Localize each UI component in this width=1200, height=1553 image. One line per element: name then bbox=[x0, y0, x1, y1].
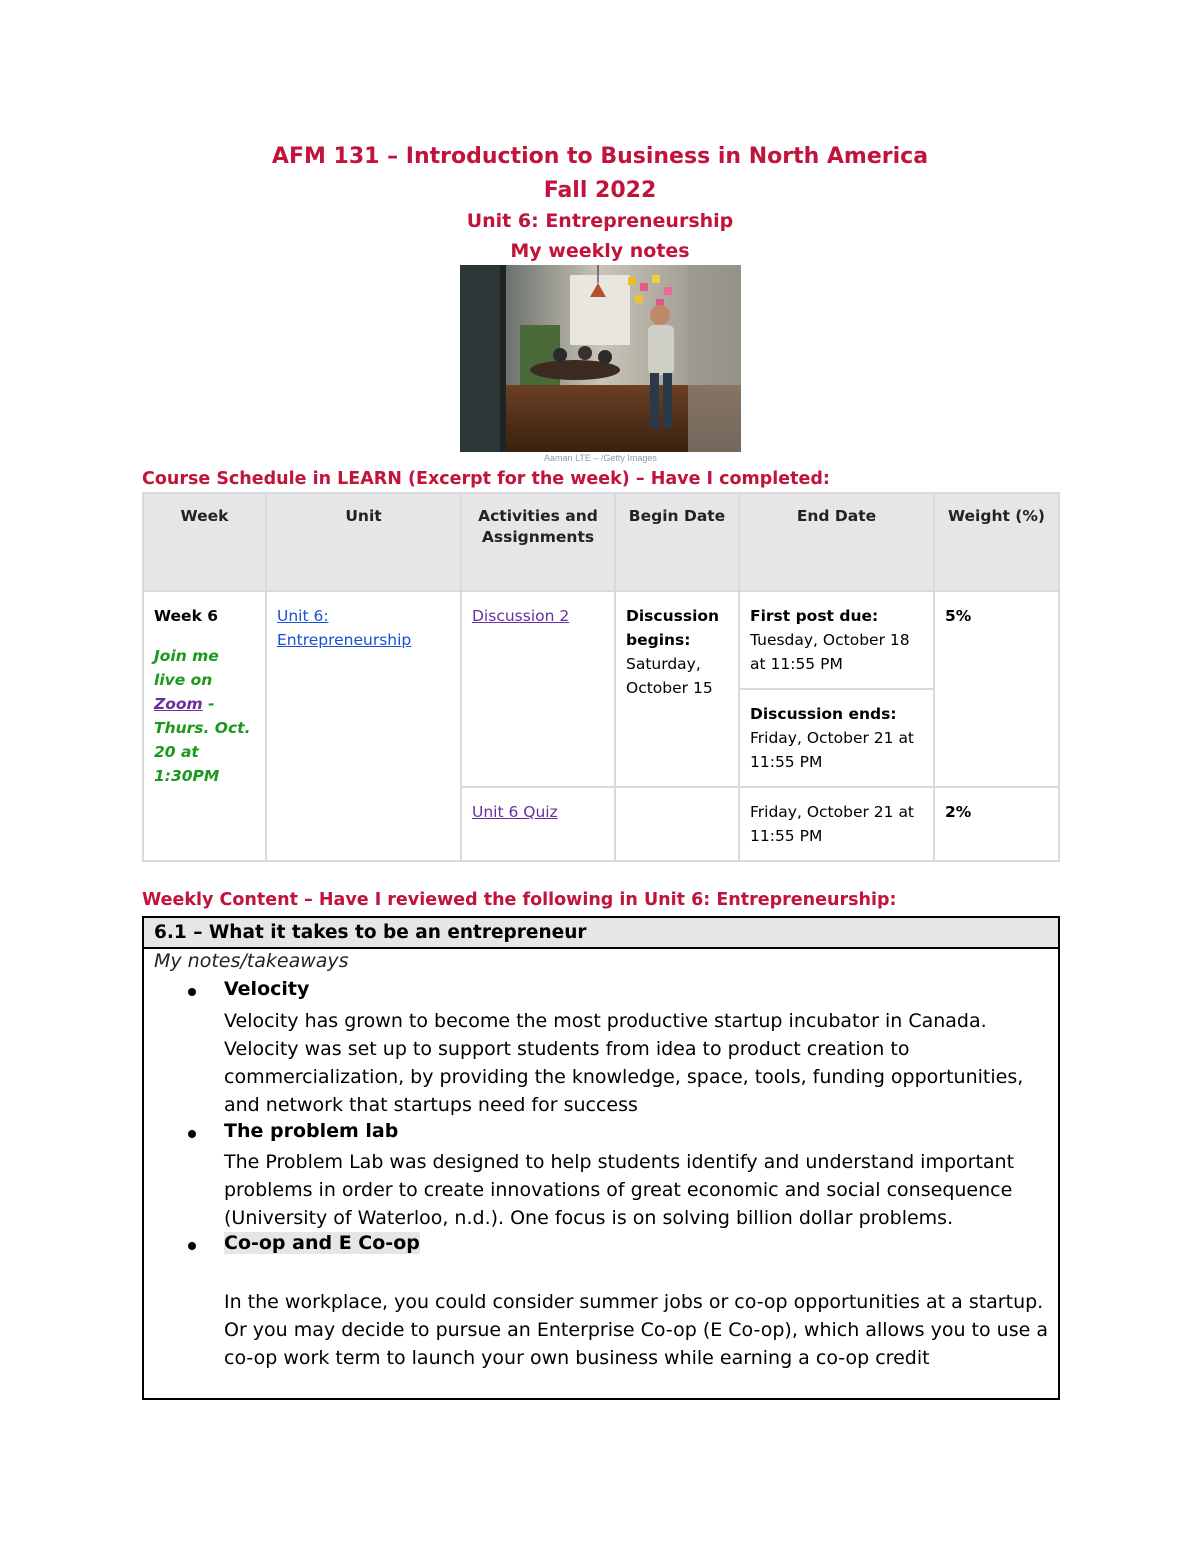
week-label: Week 6 bbox=[154, 607, 219, 625]
activity-cell bbox=[461, 591, 615, 787]
discussion-weight: 5% bbox=[934, 591, 1059, 787]
column-header: Week bbox=[143, 493, 266, 591]
first-post-label: First post due: bbox=[750, 607, 879, 625]
table-row bbox=[143, 591, 1059, 689]
column-header: Unit bbox=[266, 493, 461, 591]
section-heading: 6.1 – What it takes to be an entrepreneur bbox=[144, 918, 1058, 949]
weekly-notes-subtitle: My weekly notes bbox=[510, 240, 690, 262]
bullet-icon bbox=[188, 1242, 196, 1250]
begin-date-cell bbox=[615, 591, 739, 787]
end-date-cell bbox=[739, 689, 934, 787]
week-cell bbox=[143, 591, 266, 861]
end-date-cell bbox=[739, 591, 934, 689]
bullet-icon bbox=[188, 988, 196, 996]
schedule-section-title: Course Schedule in LEARN (Excerpt for the week) – Have I completed: bbox=[142, 469, 830, 489]
weekly-content-box bbox=[142, 916, 1060, 1400]
column-header: Weight (%) bbox=[934, 493, 1059, 591]
activity-cell bbox=[461, 787, 615, 861]
quiz-weight: 2% bbox=[934, 787, 1059, 861]
item-body: In the workplace, you could consider summer jobs or co-op opportunities at a startup. Or you may decide to pursue an Enterprise Co-op (E Co-op), which allows you to use a co-op work term to launch your own business while earning a co-op credit bbox=[224, 1291, 1048, 1369]
begin-date-cell bbox=[615, 787, 739, 861]
begin-date: Saturday, October 15 bbox=[626, 655, 713, 697]
live-prefix: Join me live on bbox=[154, 647, 219, 689]
item-body: The Problem Lab was designed to help students identify and understand important problems in order to create innovations of great economic and social consequence (University of Waterloo, n.d.). One focus is on solving billion dollar problems. bbox=[224, 1151, 1015, 1229]
item-title: Co-op and E Co-op bbox=[224, 1232, 420, 1254]
column-header: Activities and Assignments bbox=[461, 493, 615, 591]
live-suffix: - Thurs. Oct. 20 at 1:30PM bbox=[154, 695, 251, 785]
item-body: Velocity has grown to become the most productive startup incubator in Canada. Velocity was set up to support students from idea to product creation to commercialization, by providing the knowledge, space, tools, funding opportunities, and network that startups need for success bbox=[224, 1010, 1024, 1116]
column-header: Begin Date bbox=[615, 493, 739, 591]
weekly-content-title: Weekly Content – Have I reviewed the following in Unit 6: Entrepreneurship: bbox=[142, 890, 897, 910]
column-header: End Date bbox=[739, 493, 934, 591]
live-session-note bbox=[154, 644, 255, 788]
table-header-row bbox=[143, 493, 1059, 591]
office-photo bbox=[460, 265, 741, 452]
unit-cell bbox=[266, 591, 461, 861]
bullet-icon bbox=[188, 1130, 196, 1138]
photo-credit: Aaman LTE – /Getty Images bbox=[544, 453, 657, 463]
term-title: Fall 2022 bbox=[543, 178, 657, 203]
item-title: The problem lab bbox=[224, 1120, 399, 1142]
discussion-ends-label: Discussion ends: bbox=[750, 705, 897, 723]
discussion-ends-date: Friday, October 21 at 11:55 PM bbox=[750, 729, 915, 771]
zoom-link[interactable]: Zoom bbox=[154, 695, 203, 713]
course-schedule-table bbox=[142, 492, 1060, 862]
item-title: Velocity bbox=[224, 978, 310, 1000]
notes-label: My notes/takeaways bbox=[154, 950, 349, 972]
discussion-2-link[interactable]: Discussion 2 bbox=[472, 607, 570, 625]
first-post-date: Tuesday, October 18 at 11:55 PM bbox=[750, 631, 910, 673]
unit-title: Unit 6: Entrepreneurship bbox=[466, 210, 734, 232]
unit-6-link[interactable]: Unit 6: Entrepreneurship bbox=[277, 607, 412, 649]
course-title: AFM 131 – Introduction to Business in North America bbox=[271, 144, 929, 169]
unit-6-quiz-link[interactable]: Unit 6 Quiz bbox=[472, 803, 558, 821]
quiz-end-date: Friday, October 21 at 11:55 PM bbox=[739, 787, 934, 861]
begin-label: Discussion begins: bbox=[626, 607, 720, 649]
